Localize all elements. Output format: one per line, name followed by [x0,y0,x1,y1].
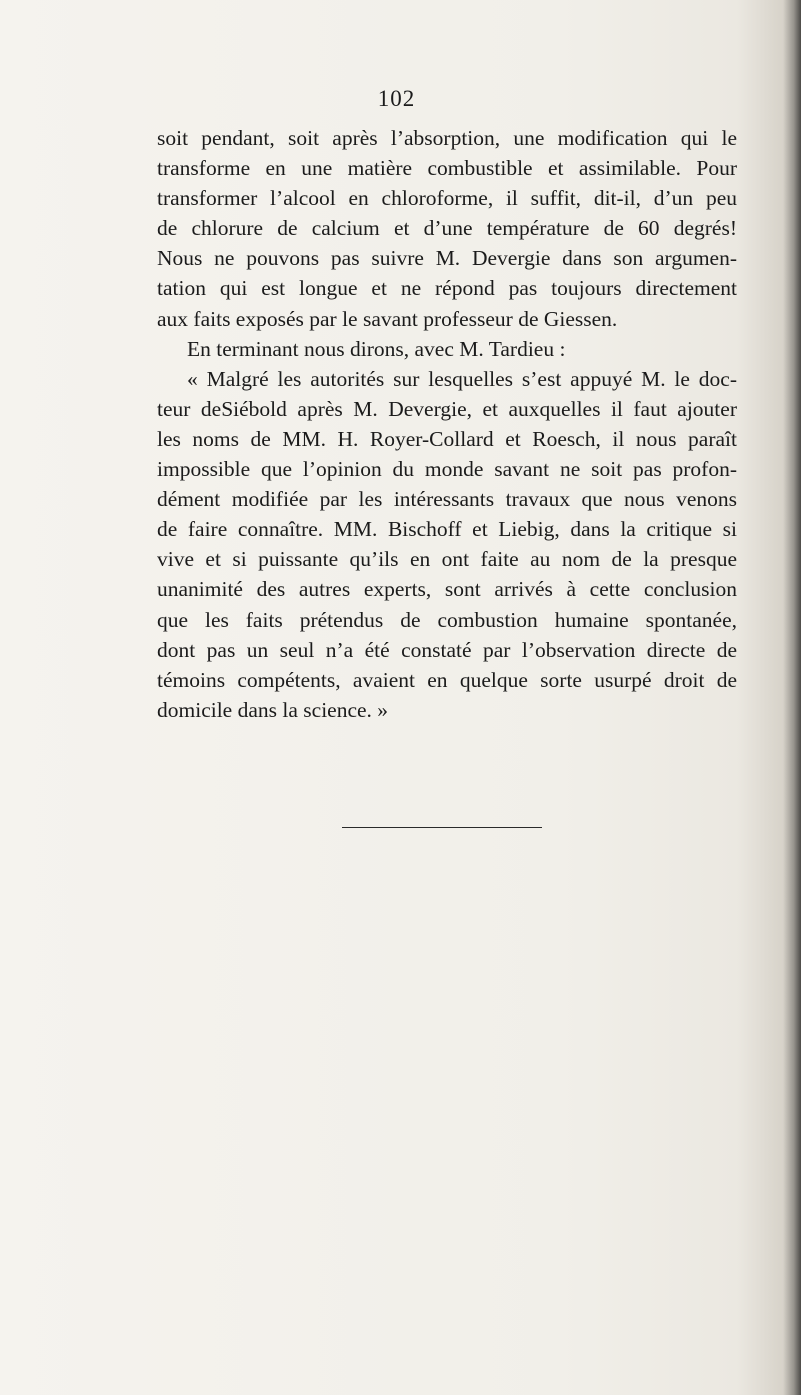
text-line: témoins compétents, avaient en quelque sorte usurpé droit de [157,667,737,692]
text-line: tation qui est longue et ne répond pas toujours directement [157,276,737,301]
text-line: de chlorure de calcium et d’une température de 60 degrés! [157,216,737,241]
text-line: soit pendant, soit après l’absorption, une modification qui le [157,126,737,150]
text-line: de faire connaître. MM. Bischoff et Liebig, dans la critique si [157,517,737,542]
text-line: unanimité des autres experts, sont arrivés à cette conclusion [157,577,737,602]
text-line: En terminant nous dirons, avec M. Tardieu : [187,336,566,361]
text-line: que les faits prétendus de combustion humaine spontanée, [157,607,737,632]
text-line: dont pas un seul n’a été constaté par l’observation directe de [157,637,737,662]
body-text [157,123,737,725]
page-number: 102 [377,86,416,111]
page-edge-shadow [783,0,801,1395]
text-line: impossible que l’opinion du monde savant ne soit pas profon- [157,457,737,482]
text-line: « Malgré les autorités sur lesquelles s’est appuyé M. le doc- [187,366,737,391]
text-line: dément modifiée par les intéressants travaux que nous venons [157,487,737,512]
text-line: domicile dans la science. » [157,697,389,722]
text-line: transforme en une matière combustible et assimilable. Pour [157,156,737,181]
text-line: transformer l’alcool en chloroforme, il suffit, dit-il, d’un peu [157,186,737,211]
section-divider [342,827,542,828]
text-line: teur deSiébold après M. Devergie, et auxquelles il faut ajouter [157,396,737,421]
text-line: les noms de MM. H. Royer-Collard et Roesch, il nous paraît [157,426,737,451]
text-line: aux faits exposés par le savant professeur de Giessen. [157,306,618,331]
text-line: Nous ne pouvons pas suivre M. Devergie dans son argumen- [157,246,737,271]
text-line: vive et si puissante qu’ils en ont faite au nom de la presque [157,547,737,572]
